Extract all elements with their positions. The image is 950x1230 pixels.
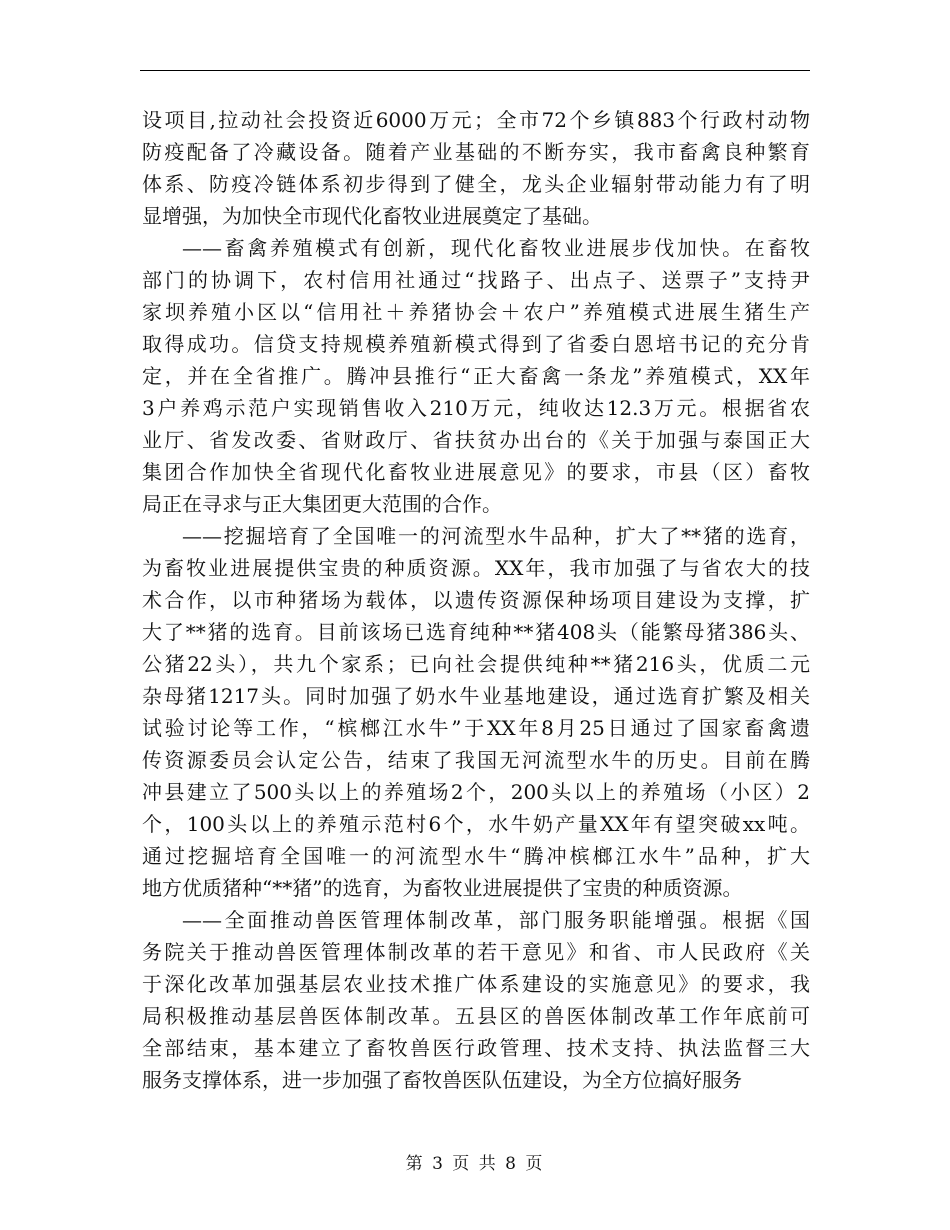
text-line: 显增强，为加快全市现代化畜牧业进展奠定了基础。 bbox=[142, 204, 602, 228]
text-line: ——全面推动兽医管理体制改革，部门服务职能增强。根据《国 bbox=[182, 908, 810, 932]
text-line: 业厅、省发改委、省财政厅、省扶贫办出台的《关于加强与泰国正大 bbox=[142, 428, 810, 452]
text-line: 公猪22头），共九个家系；已向社会提供纯种**猪216头，优质二元 bbox=[142, 652, 810, 676]
text-line: 杂母猪1217头。同时加强了奶水牛业基地建设，通过选育扩繁及相关 bbox=[142, 684, 810, 708]
text-line: ——畜禽养殖模式有创新，现代化畜牧业进展步伐加快。在畜牧 bbox=[182, 236, 810, 260]
text-line: 设项目,拉动社会投资近6000万元；全市72个乡镇883个行政村动物 bbox=[142, 108, 810, 132]
text-line: 取得成功。信贷支持规模养殖新模式得到了省委白恩培书记的充分肯 bbox=[142, 332, 810, 356]
text-line: ——挖掘培育了全国唯一的河流型水牛品种，扩大了**猪的选育， bbox=[182, 524, 810, 548]
text-line: 部门的协调下，农村信用社通过“找路子、出点子、送票子”支持尹 bbox=[142, 268, 810, 292]
text-line: 务院关于推动兽医管理体制改革的若干意见》和省、市人民政府《关 bbox=[142, 940, 810, 964]
paragraph bbox=[142, 104, 810, 232]
paragraph bbox=[142, 232, 810, 520]
text-line: 3户养鸡示范户实现销售收入210万元，纯收达12.3万元。根据省农 bbox=[142, 396, 810, 420]
text-line: 试验讨论等工作，“槟榔江水牛”于XX年8月25日通过了国家畜禽遗 bbox=[142, 716, 810, 740]
text-line: 通过挖掘培育全国唯一的河流型水牛“腾冲槟榔江水牛”品种，扩大 bbox=[142, 844, 810, 868]
text-line: 冲县建立了500头以上的养殖场2个，200头以上的养殖场（小区）2 bbox=[142, 780, 810, 804]
header-rule bbox=[140, 70, 810, 71]
text-line: 家坝养殖小区以“信用社＋养猪协会＋农户”养殖模式进展生猪生产 bbox=[142, 300, 810, 324]
text-line: 为畜牧业进展提供宝贵的种质资源。XX年，我市加强了与省农大的技 bbox=[142, 556, 810, 580]
text-line: 传资源委员会认定公告，结束了我国无河流型水牛的历史。目前在腾 bbox=[142, 748, 810, 772]
text-line: 定，并在全省推广。腾冲县推行“正大畜禽一条龙”养殖模式，XX年 bbox=[142, 364, 810, 388]
text-line: 局正在寻求与正大集团更大范围的合作。 bbox=[142, 492, 502, 516]
text-line: 全部结束，基本建立了畜牧兽医行政管理、技术支持、执法监督三大 bbox=[142, 1036, 810, 1060]
text-line: 局积极推动基层兽医体制改革。五县区的兽医体制改革工作年底前可 bbox=[142, 1004, 810, 1028]
text-line: 服务支撑体系，进一步加强了畜牧兽医队伍建设，为全方位搞好服务 bbox=[142, 1068, 742, 1092]
page-number-footer: 第 3 页 共 8 页 bbox=[405, 1154, 545, 1174]
text-line: 个，100头以上的养殖示范村6个，水牛奶产量XX年有望突破xx吨。 bbox=[142, 812, 810, 836]
text-line: 大了**猪的选育。目前该场已选育纯种**猪408头（能繁母猪386头、 bbox=[142, 620, 810, 644]
text-line: 术合作，以市种猪场为载体，以遗传资源保种场项目建设为支撑，扩 bbox=[142, 588, 810, 612]
document-body bbox=[142, 104, 810, 1096]
text-line: 于深化改革加强基层农业技术推广体系建设的实施意见》的要求，我 bbox=[142, 972, 810, 996]
paragraph bbox=[142, 520, 810, 904]
text-line: 地方优质猪种“**猪”的选育，为畜牧业进展提供了宝贵的种质资源。 bbox=[142, 876, 743, 900]
paragraph bbox=[142, 904, 810, 1096]
text-line: 集团合作加快全省现代化畜牧业进展意见》的要求，市县（区）畜牧 bbox=[142, 460, 810, 484]
text-line: 体系、防疫冷链体系初步得到了健全，龙头企业辐射带动能力有了明 bbox=[142, 172, 810, 196]
text-line: 防疫配备了冷藏设备。随着产业基础的不断夯实，我市畜禽良种繁育 bbox=[142, 140, 810, 164]
